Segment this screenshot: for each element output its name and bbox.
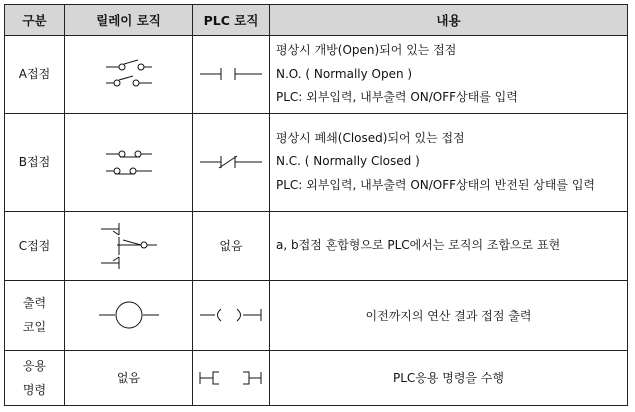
description-line: a, b접점 혼합형으로 PLC에서는 로직의 조합으로 표현	[276, 237, 561, 252]
category-label: A접점	[18, 67, 51, 82]
header-plc-logic: PLC 로직	[193, 5, 270, 36]
header-category: 구분	[5, 5, 65, 36]
relay-a-contact-icon	[104, 58, 154, 90]
description-line: PLC: 외부입력, 내부출력 ON/OFF상태의 반전된 상태를 입력	[276, 177, 596, 192]
plc-no-contact-icon	[199, 66, 263, 82]
category-label: B접점	[18, 155, 51, 169]
category-label: 응용	[22, 358, 47, 373]
description-line: N.O. ( Normally Open )	[276, 66, 413, 81]
description-cell	[270, 350, 628, 405]
plc-cell	[193, 113, 270, 211]
relay-cell	[65, 350, 193, 405]
plc-coil-icon	[199, 306, 263, 324]
relay-cell	[65, 211, 193, 280]
plc-cell	[193, 36, 270, 114]
description-line: 평상시 폐쇄(Closed)되어 있는 접점	[276, 130, 465, 145]
relay-cell	[65, 113, 193, 211]
header-row	[5, 5, 628, 36]
description-cell	[270, 36, 628, 114]
relay-none-label: 없음	[116, 371, 141, 385]
relay-cell	[65, 280, 193, 350]
category-label: 명령	[22, 382, 47, 397]
description-line: PLC응용 명령을 수행	[392, 371, 505, 385]
plc-nc-contact-icon	[199, 154, 263, 170]
description-cell	[270, 280, 628, 350]
row-category	[5, 350, 65, 405]
row-category	[5, 36, 65, 114]
row-category	[5, 113, 65, 211]
logic-symbol-table	[4, 4, 628, 406]
plc-cell	[193, 350, 270, 405]
header-relay-logic: 릴레이 로직	[65, 5, 193, 36]
table-row	[5, 350, 628, 405]
plc-none-label: 없음	[219, 239, 243, 253]
table-row	[5, 113, 628, 211]
relay-c-contact-icon	[99, 221, 159, 271]
description-line: N.C. ( Normally Closed )	[276, 154, 420, 169]
relay-cell	[65, 36, 193, 114]
header-description: 내용	[270, 5, 628, 36]
table-row	[5, 280, 628, 350]
plc-cell	[193, 280, 270, 350]
row-category	[5, 211, 65, 280]
plc-cell	[193, 211, 270, 280]
category-label: 코일	[22, 320, 47, 334]
table-row	[5, 211, 628, 280]
relay-coil-icon	[97, 300, 161, 330]
description-line: PLC: 외부입력, 내부출력 ON/OFF상태를 입력	[276, 90, 518, 104]
description-line: 평상시 개방(Open)되어 있는 접점	[276, 43, 457, 57]
plc-application-command-icon	[199, 369, 263, 387]
description-cell	[270, 113, 628, 211]
description-cell	[270, 211, 628, 280]
relay-b-contact-icon	[104, 144, 154, 180]
category-label: 출력	[22, 296, 47, 310]
category-label: C접점	[18, 238, 51, 253]
row-category	[5, 280, 65, 350]
description-line: 이전까지의 연산 결과 접점 출력	[365, 308, 532, 323]
logic-symbol-table-wrapper	[4, 4, 628, 406]
table-row	[5, 36, 628, 114]
